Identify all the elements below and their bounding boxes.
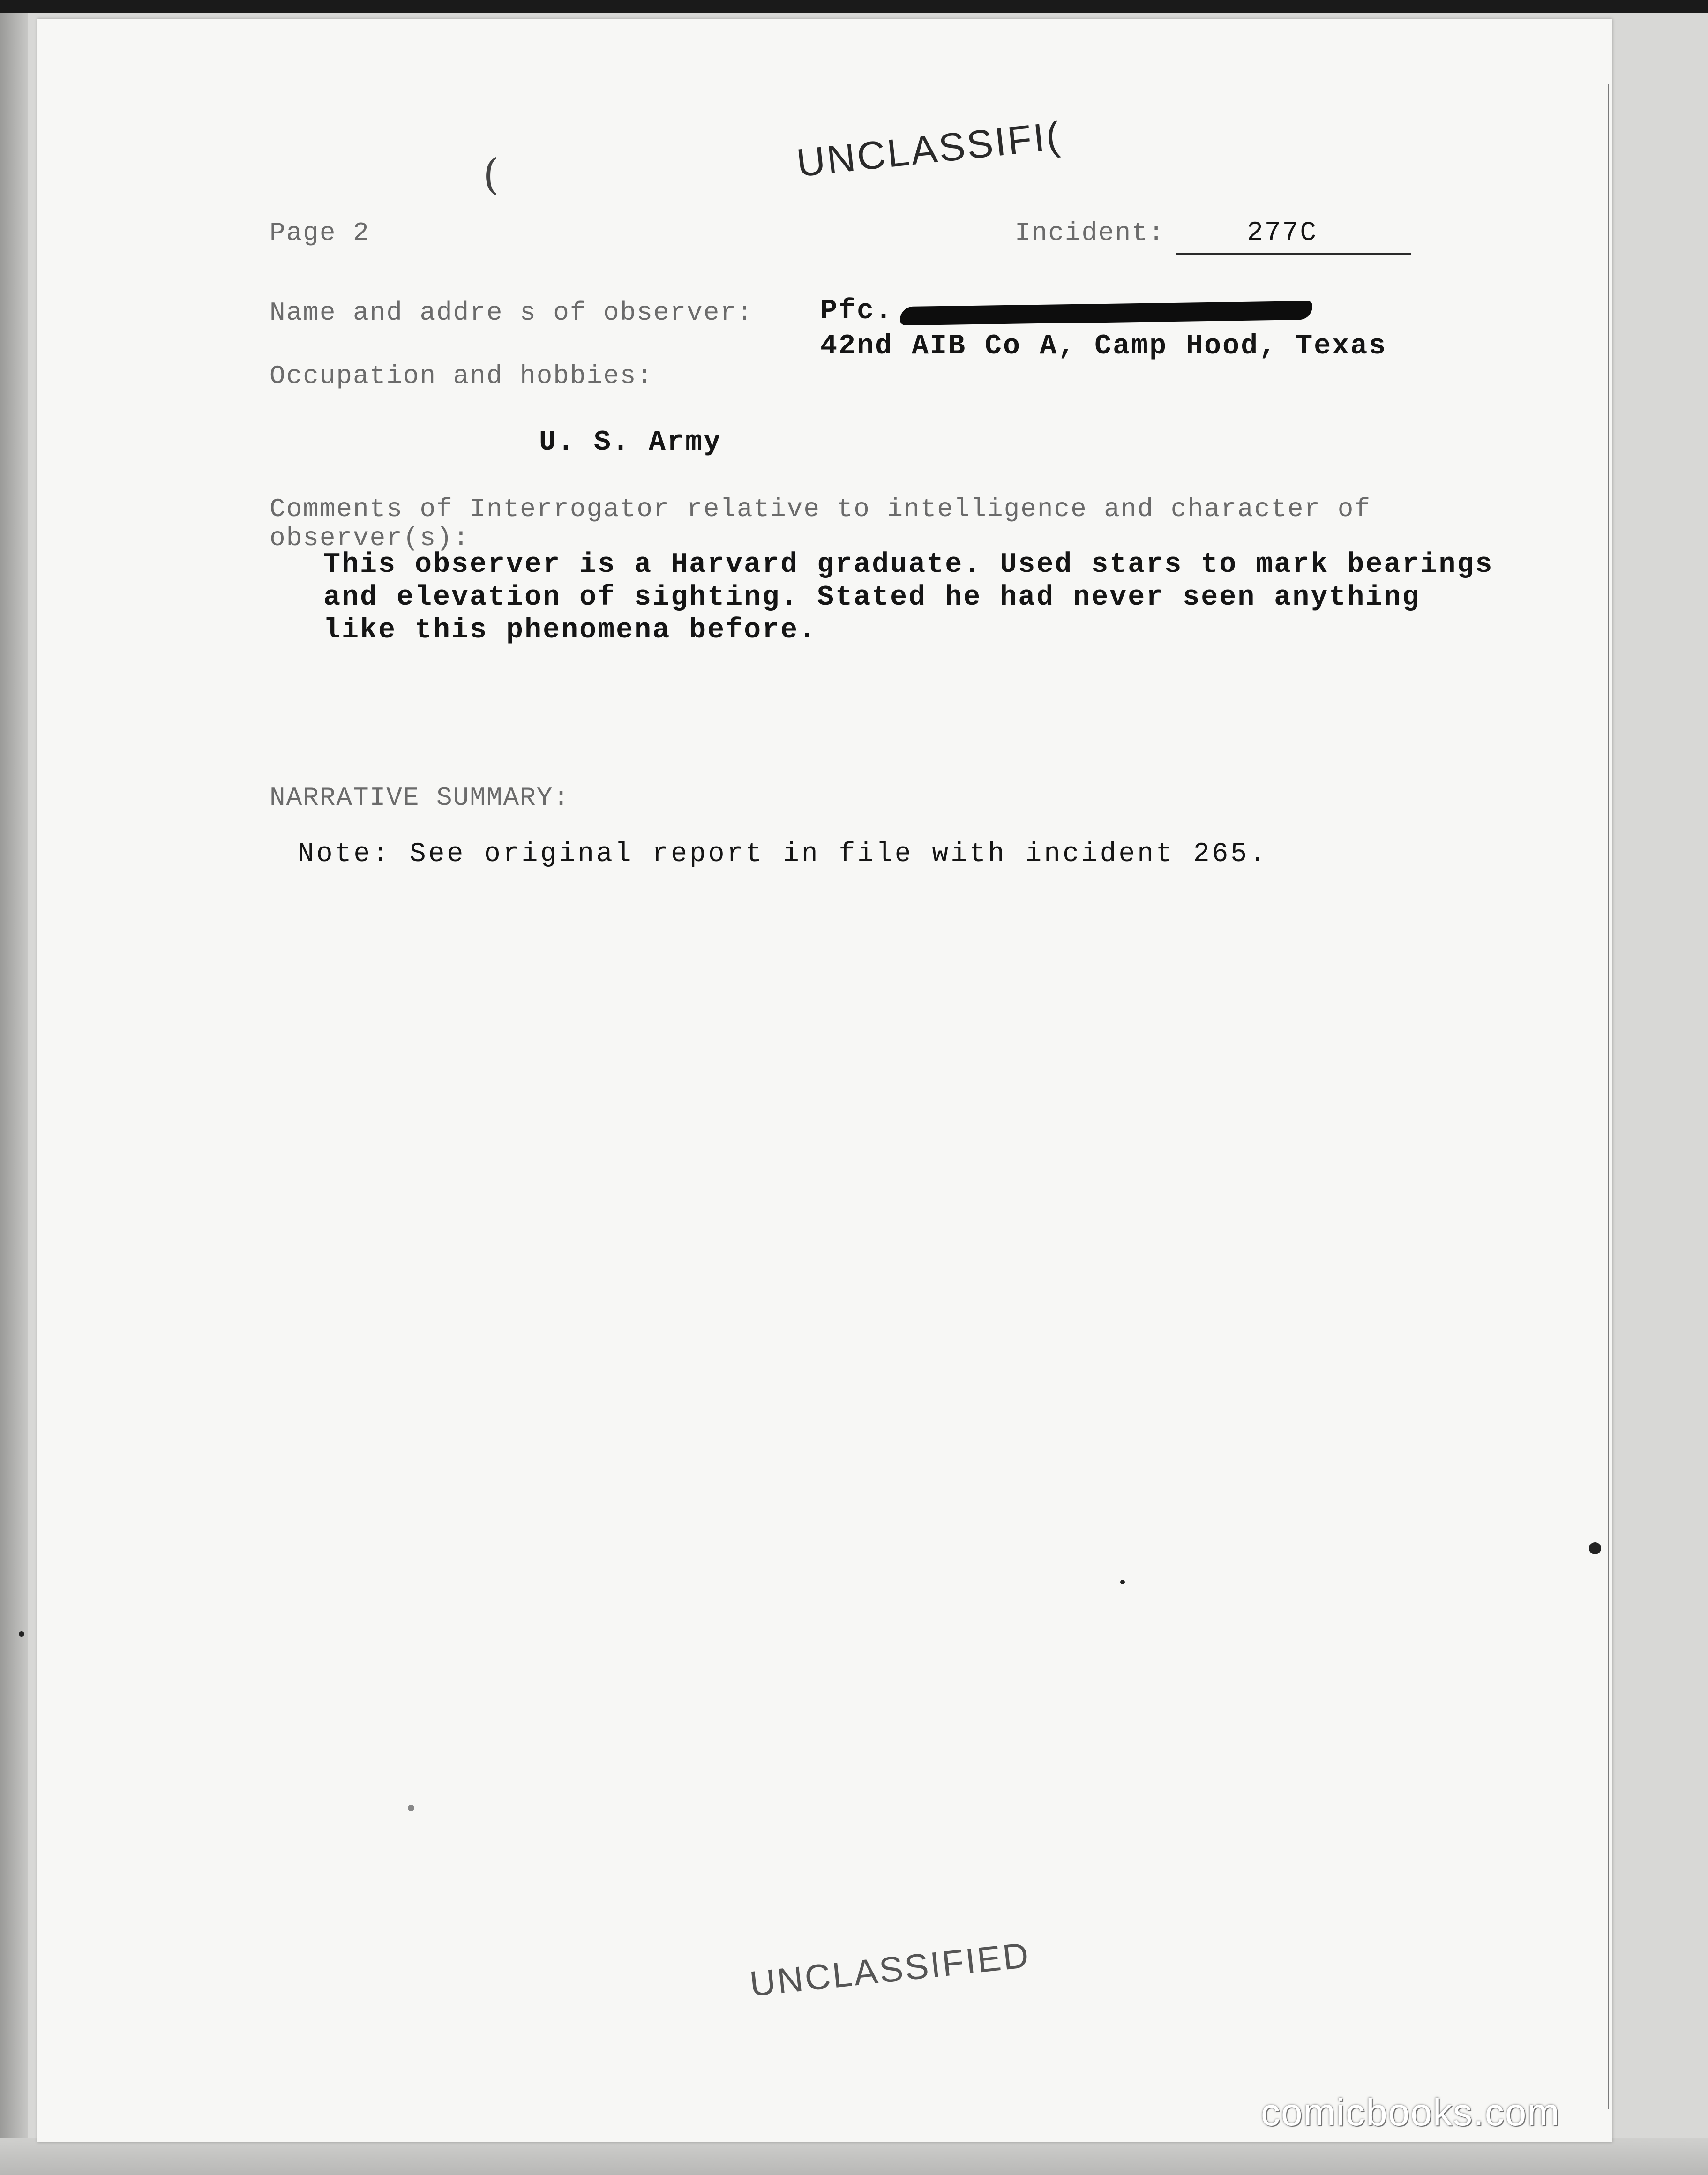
incident-underline <box>1176 253 1411 255</box>
scan-bottom-edge <box>0 2138 1708 2175</box>
unclassified-stamp-bottom: UNCLASSIFIED <box>748 1935 1033 2004</box>
observer-name-label: Name and addre s of observer: <box>270 298 754 328</box>
narrative-note: Note: See original report in file with incident 265. <box>298 839 1268 870</box>
interrogator-comments <box>323 548 1493 647</box>
occupation-label: Occupation and hobbies: <box>270 361 653 391</box>
comments-label <box>270 495 1371 553</box>
scan-speck <box>1120 1580 1125 1584</box>
incident-label: Incident: <box>1015 218 1165 248</box>
observer-rank: Pfc. <box>820 295 894 327</box>
stray-parenthesis: ( <box>483 150 500 199</box>
comments-label-line-2: observer(s): <box>270 523 470 553</box>
unclassified-stamp-top: UNCLASSIFI( <box>794 113 1064 185</box>
occupation-value: U. S. Army <box>539 427 722 458</box>
comments-line-2: and elevation of sighting. Stated he had never seen anything <box>323 582 1421 614</box>
incident-number: 277C <box>1247 218 1318 248</box>
observer-address: 42nd AIB Co A, Camp Hood, Texas <box>820 330 1387 362</box>
scan-speck <box>408 1805 414 1811</box>
comments-line-1: This observer is a Harvard graduate. Used stars to mark bearings <box>323 549 1494 581</box>
right-margin-rule <box>1608 84 1609 2109</box>
page-number-label: Page 2 <box>270 218 370 248</box>
scan-speck <box>19 1631 24 1637</box>
scan-top-edge <box>0 0 1708 13</box>
comments-label-line-1: Comments of Interrogator relative to intelligence and character of <box>270 494 1371 524</box>
site-watermark: comicbooks.com <box>1261 2091 1560 2134</box>
comments-line-3: like this phenomena before. <box>323 615 817 646</box>
narrative-summary-label: NARRATIVE SUMMARY: <box>270 783 570 813</box>
scan-left-edge <box>0 13 28 2175</box>
scan-speck <box>1589 1542 1601 1554</box>
